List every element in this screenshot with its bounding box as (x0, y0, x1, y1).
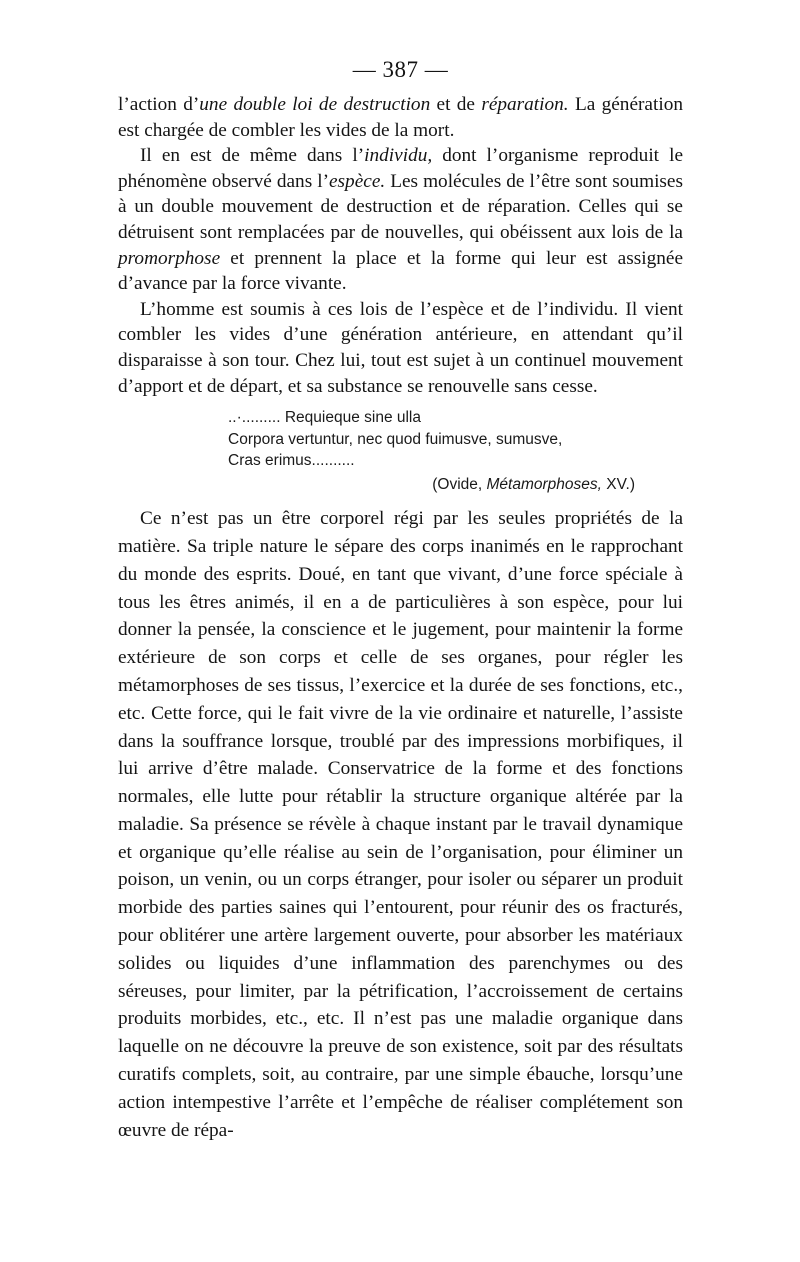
italic-text: promorphose (118, 247, 221, 269)
quote-line: ..·......... Requieque sine ulla (228, 409, 421, 427)
paragraph-homme: L’homme est soumis à ces lois de l’espèce et de l’individu. Il vient combler les vides d’une génération antérieure, en attendant qu’il disparaisse à son tour. Chez lui, tout est sujet à un continuel mouvement d’apport et de départ, et sa substance se renouvelle sans cesse. (118, 298, 683, 397)
text-run: Il en est de même dans l’ (140, 145, 365, 167)
paragraph-force-vivante: Ce n’est pas un être corporel régi par les seules propriétés de la matière. Sa triple nature le sépare des corps inanimés en le rapprochant du monde des esprits. Doué, en tant que vivant, d’une force spéciale à tous les êtres animés, il en a de particulières à son espèce, pour lui donner la pensée, la conscience et le jugement, pour maintenir la forme extérieure de son corps et celle de ses organes, pour régler les métamorphoses de ses tissus, l’exercice et la durée de ses fonctions, etc., etc. Cette force, qui le fait vivre de la vie ordinaire et naturelle, l’assiste dans la souffrance lorsque, troublé par des impressions morbifiques, il lui arrive d’être malade. Conservatrice de la forme et des fonctions normales, elle lutte pour rétablir la structure organique altérée par la maladie. Sa présence se révèle à chaque instant par le travail dynamique et organique qu’elle réalise au sein de l’organisation, pour éliminer un poison, un venin, ou un corps étranger, pour isoler ou séparer un produit morbide des parties saines qui l’entourent, pour réunir des os fracturés, pour oblitérer une artère largement ouverte, pour absorber les matériaux solides ou liquides d’une inflammation des parenchymes ou des séreuses, pour limiter, par la pétrification, l’accroissement de certains produits morbides, etc., etc. Il n’est pas une maladie organique dans laquelle on ne découvre la preuve de son existence, soit par des résultats curatifs complets, soit, au contraire, par une simple ébauche, lorsqu’une action intempestive l’arrête et l’empêche de réaliser complétement son œuvre de répa- (118, 508, 683, 1141)
text-run: La génération est chargée de combler les vides de la mort. (118, 94, 683, 141)
italic-text: espèce. (329, 170, 386, 192)
source-prefix: (Ovide, (432, 475, 487, 493)
italic-text: une double loi de destruction (199, 94, 431, 115)
book-page (118, 52, 683, 1144)
paragraph-individu (118, 143, 683, 297)
quote-line: Corpora vertuntur, nec quod fuimusve, sumusve, (228, 430, 563, 448)
source-suffix: XV.) (601, 475, 635, 493)
paragraph-continuation (118, 92, 683, 143)
quote-source (228, 474, 683, 496)
page-number: — 387 — (352, 57, 449, 82)
quote-line: Cras erimus.......... (228, 452, 355, 470)
text-run: et de (430, 94, 482, 115)
text-run: et prennent la place et la forme qui leur est assignée d’avance par la force vivante. (118, 247, 683, 295)
text-run: Les molécules de l’être sont soumises à un double mouvement de destruction et de réparation. Celles qui se détruisent sont remplacées par de nouvelles, qui obéissent aux lois de la (118, 170, 683, 243)
text-run: dont l’organisme reproduit le phénomène observé dans l’ (118, 145, 683, 192)
source-work-title: Métamorphoses, (486, 475, 602, 493)
latin-quotation (118, 407, 683, 495)
italic-text: individu, (364, 145, 433, 167)
text-run: l’action d’ (118, 94, 200, 115)
italic-text: réparation. (481, 94, 569, 115)
